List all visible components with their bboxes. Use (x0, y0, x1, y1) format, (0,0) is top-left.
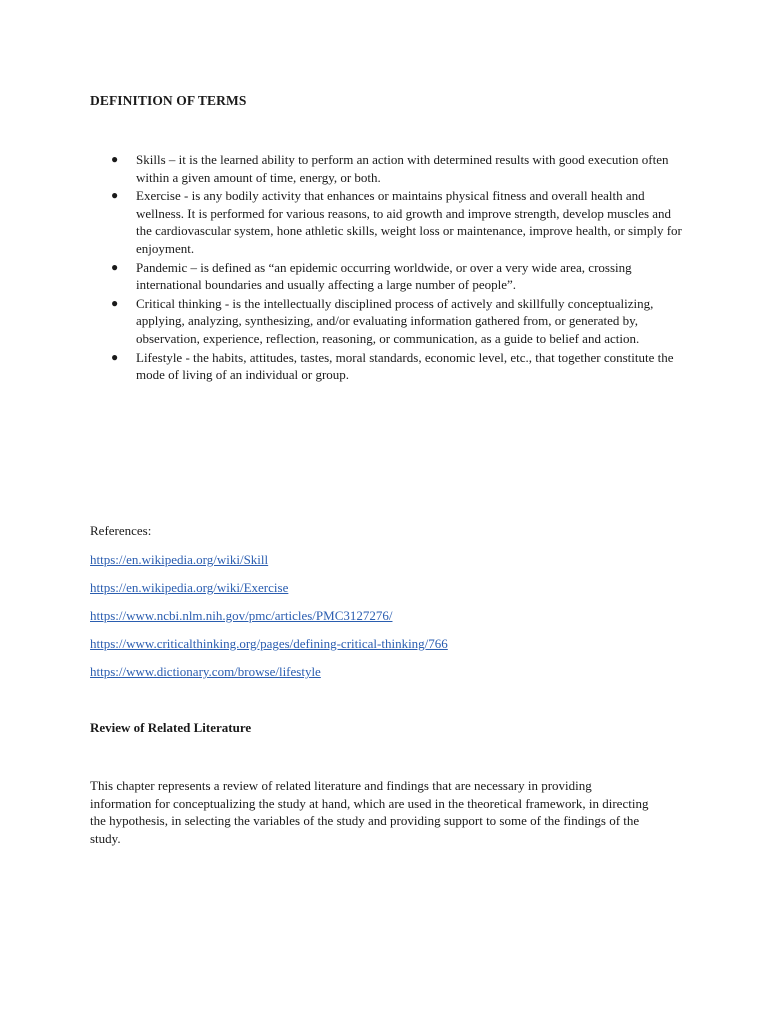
bullet-icon: ● (111, 295, 119, 310)
bullet-icon: ● (111, 188, 119, 203)
reference-link-exercise[interactable]: https://en.wikipedia.org/wiki/Exercise (90, 580, 289, 595)
definition-item (90, 187, 690, 257)
definition-item (90, 295, 690, 348)
bullet-icon: ● (111, 349, 119, 364)
reference-link-ncbi[interactable]: https://www.ncbi.nlm.nih.gov/pmc/articles/PMC3127276/ (90, 608, 393, 623)
definition-item (90, 151, 690, 186)
bullet-icon: ● (111, 152, 119, 166)
definition-item (90, 259, 690, 294)
definition-item (90, 349, 690, 384)
bullet-icon: ● (111, 259, 119, 274)
review-heading: Review of Related Literature (90, 720, 252, 735)
definition-text: Skills – it is the learned ability to perform an action with determined results with good execution often within a given amount of time, energy, or both. (136, 152, 669, 185)
definition-text: Exercise - is any bodily activity that enhances or maintains physical fitness and overall health and wellness. It is performed for various reasons, to aid growth and improve strength, develop muscles and the cardiovascular system, hone athletic skills, weight loss or maintenance, improve health, or simply for enjoyment. (136, 188, 682, 256)
definition-text: Lifestyle - the habits, attitudes, tastes, moral standards, economic level, etc., that together constitute the mode of living of an individual or group. (136, 349, 674, 383)
reference-link-lifestyle[interactable]: https://www.dictionary.com/browse/lifestyle (90, 664, 321, 679)
review-paragraph: This chapter represents a review of related literature and findings that are necessary in providing information for conceptualizing the study at hand, which are used in the theoretical framework, in directing the hypothesis, in selecting the variables of the study and providing support to some of the findings of the study. (90, 778, 649, 846)
definitions-list (90, 151, 690, 385)
definition-text: Pandemic – is defined as “an epidemic occurring worldwide, or over a very wide area, crossing international boundaries and usually affecting a large number of people”. (136, 259, 632, 293)
references-label: References: (90, 523, 152, 538)
section-heading: DEFINITION OF TERMS (90, 93, 247, 108)
reference-link-critical-thinking[interactable]: https://www.criticalthinking.org/pages/defining-critical-thinking/766 (90, 636, 448, 651)
reference-link-skill[interactable]: https://en.wikipedia.org/wiki/Skill (90, 552, 269, 567)
definition-text: Critical thinking - is the intellectually disciplined process of actively and skillfully conceptualizing, applying, analyzing, synthesizing, and/or evaluating information gathered from, or generated by, observation, experience, reflection, reasoning, or communication, as a guide to belief and action. (136, 295, 654, 346)
